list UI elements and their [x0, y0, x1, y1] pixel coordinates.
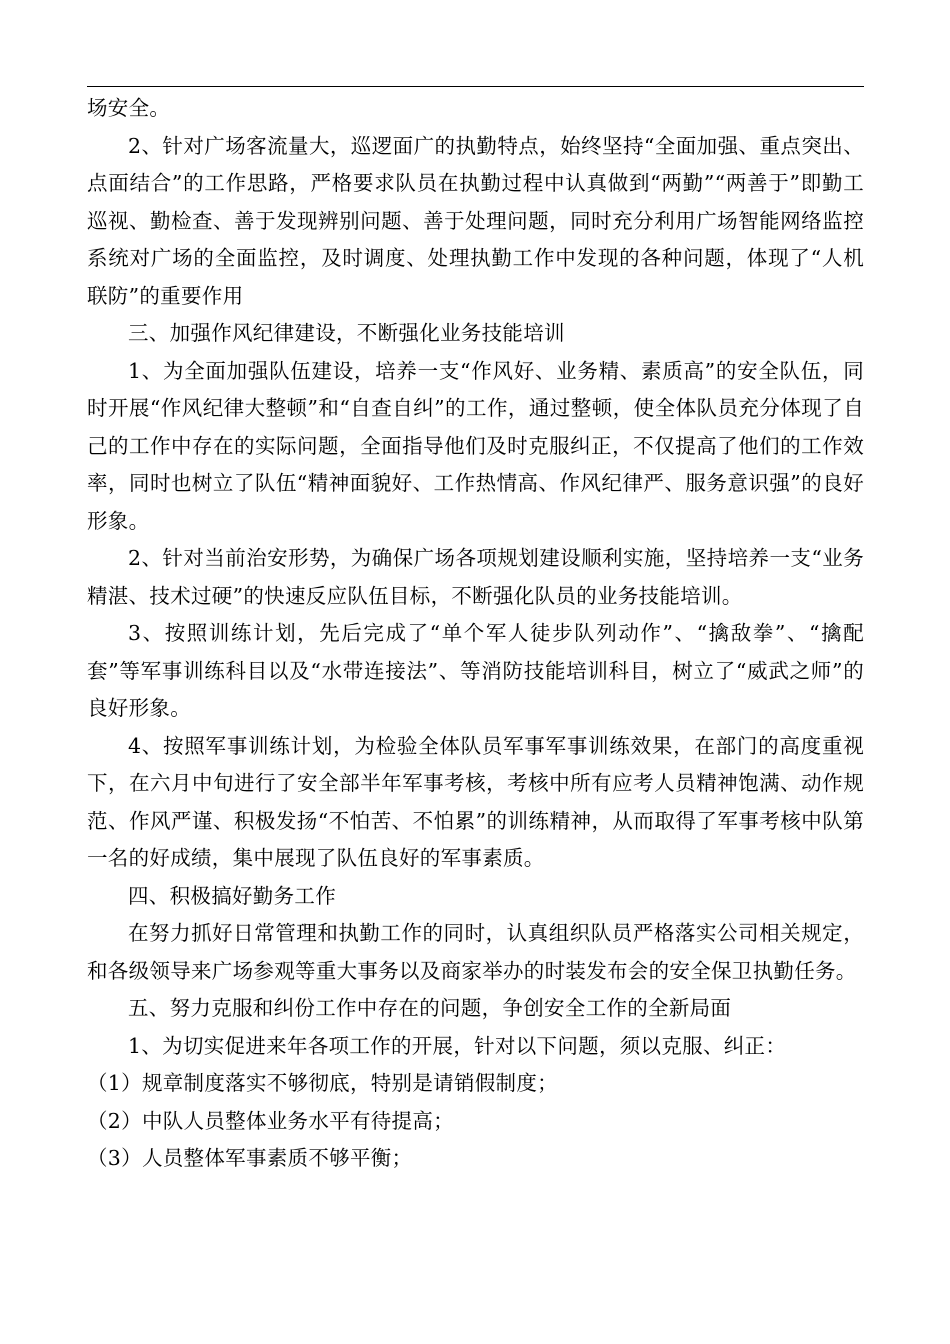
paragraph-item-3-3: 3、按照训练计划，先后完成了“单个军人徒步队列动作”、“擒敌拳”、“擒配套”等军事训练科目以及“水带连接法”、等消防技能培训科目，树立了“威武之师”的良好形象。	[87, 621, 864, 720]
paragraph-item-3-2: 2、针对当前治安形势，为确保广场各项规划建设顺利实施，坚持培养一支“业务精湛、技术过硬”的快速反应队伍目标，不断强化队员的业务技能培训。	[87, 546, 864, 608]
section-heading-3: 三、加强作风纪律建设，不断强化业务技能培训	[128, 321, 565, 345]
paragraph-section-4: 在努力抓好日常管理和执勤工作的同时，认真组织队员严格落实公司相关规定，和各级领导来广场参观等重大事务以及商家举办的时装发布会的安全保卫执勤任务。	[87, 921, 864, 983]
list-item-5-1-2: （2）中队人员整体业务水平有待提高；	[87, 1108, 454, 1133]
header-rule	[87, 86, 864, 87]
paragraph-item-3-1: 1、为全面加强队伍建设，培养一支“作风好、业务精、素质高”的安全队伍，同时开展“作风纪律大整顿”和“自查自纠”的工作，通过整顿，使全体队员充分体现了自己的工作中存在的实际问题，全面指导他们及时克服纠正，不仅提高了他们的工作效率，同时也树立了队伍“精神面貌好、工作热情高、作风纪律严、服务意识强”的良好形象。	[87, 358, 864, 533]
paragraph-continuation: 场安全。	[87, 96, 171, 120]
document-body	[87, 90, 864, 1178]
list-item-5-1-3: （3）人员整体军事素质不够平衡；	[87, 1146, 413, 1170]
paragraph-item-5-1: 1、为切实促进来年各项工作的开展，针对以下问题，须以克服、纠正：	[128, 1033, 787, 1058]
list-item-5-1-1: （1）规章制度落实不够彻底，特别是请销假制度；	[87, 1071, 558, 1095]
section-heading-4: 四、积极搞好勤务工作	[128, 883, 336, 908]
section-heading-5: 五、努力克服和纠份工作中存在的问题，争创安全工作的全新局面	[128, 996, 732, 1020]
paragraph-item-3-4: 4、按照军事训练计划，为检验全体队员军事军事训练效果，在部门的高度重视下，在六月中旬进行了安全部半年军事考核，考核中所有应考人员精神饱满、动作规范、作风严谨、积极发扬“不怕苦、不怕累”的训练精神，从而取得了军事考核中队第一名的好成绩，集中展现了队伍良好的军事素质。	[87, 733, 864, 870]
paragraph-item-2: 2、针对广场客流量大，巡逻面广的执勤特点，始终坚持“全面加强、重点突出、点面结合”的工作思路，严格要求队员在执勤过程中认真做到“两勤”“两善于”即勤工巡视、勤检查、善于发现辨别问题、善于处理问题，同时充分利用广场智能网络监控系统对广场的全面监控，及时调度、处理执勤工作中发现的各种问题，体现了“人机联防”的重要作用	[87, 133, 864, 308]
